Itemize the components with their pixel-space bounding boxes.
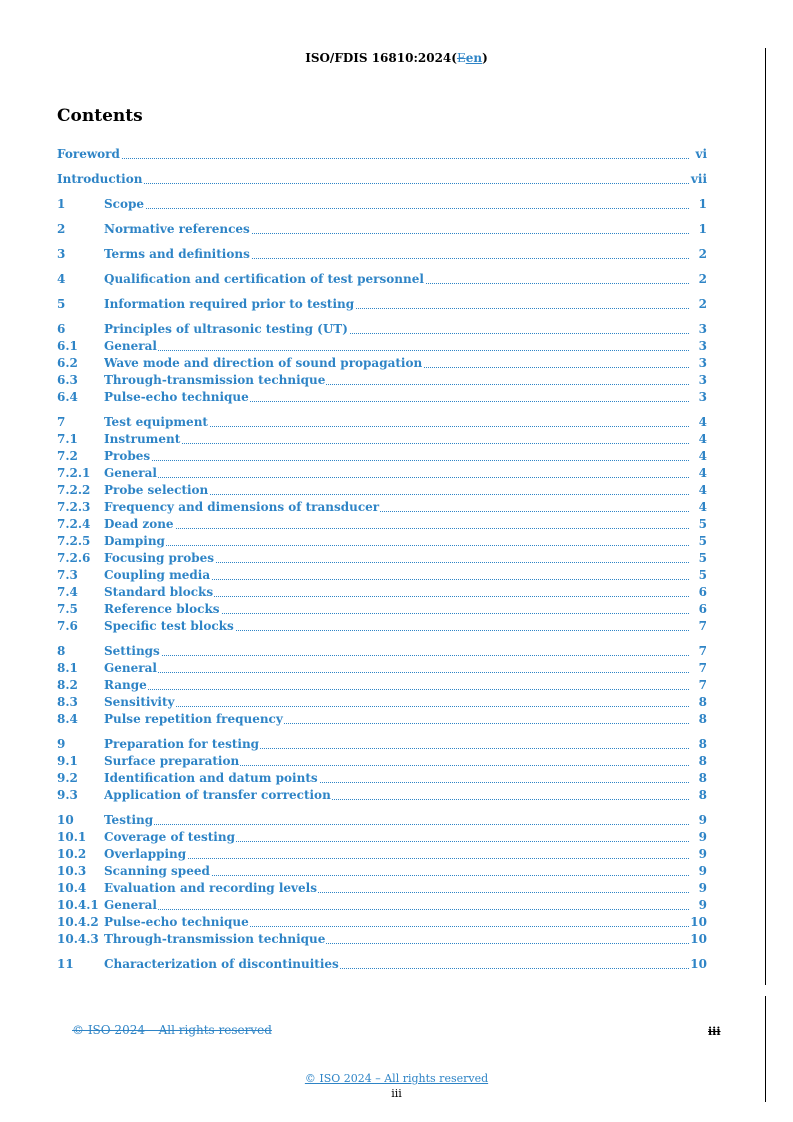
- dot-leader: [104, 689, 689, 690]
- toc-entry-title: Normative references: [104, 222, 250, 236]
- toc-entry[interactable]: [57, 880, 707, 897]
- toc-entry-page: 4: [698, 500, 707, 514]
- toc-entry-label: [104, 601, 689, 618]
- toc-entry-page: 9: [698, 881, 707, 895]
- toc-entry-number: 7.6: [57, 619, 78, 633]
- toc-entry[interactable]: [57, 931, 707, 948]
- toc-entry-page: 7: [698, 661, 707, 675]
- dot-leader: [57, 158, 689, 159]
- toc-entry-number: 10.4: [57, 881, 87, 895]
- toc-entry-number: 10.4.3: [57, 932, 99, 946]
- toc-entry-title: Terms and definitions: [104, 247, 250, 261]
- toc-entry-title: Scope: [104, 197, 145, 211]
- toc-entry-number: 8: [57, 644, 66, 658]
- toc-entry-title: Focusing probes: [104, 551, 215, 565]
- toc-entry-title: Introduction: [57, 172, 143, 186]
- toc-entry[interactable]: [57, 246, 707, 263]
- dot-leader: [104, 909, 689, 910]
- dot-leader: [104, 655, 689, 656]
- toc-entry-label: [57, 171, 689, 188]
- toc-entry-label: [104, 846, 689, 863]
- dot-leader: [104, 208, 689, 209]
- toc-entry-label: [104, 431, 689, 448]
- toc-entry[interactable]: [57, 770, 707, 787]
- toc-entry-label: [104, 643, 689, 660]
- dot-leader: [104, 350, 689, 351]
- toc-entry[interactable]: [57, 897, 707, 914]
- toc-entry-label: [104, 753, 689, 770]
- toc-entry-number: 8.1: [57, 661, 78, 675]
- toc-entry-title: Pulse-echo technique: [104, 390, 249, 404]
- toc-entry[interactable]: [57, 914, 707, 931]
- toc-entry-page: 9: [698, 830, 707, 844]
- dot-leader: [104, 443, 689, 444]
- document-header: [0, 51, 793, 65]
- toc-entry-title: Information required prior to testing: [104, 297, 355, 311]
- toc-entry[interactable]: [57, 643, 707, 660]
- toc-entry-title: Sensitivity: [104, 695, 175, 709]
- toc-entry[interactable]: [57, 863, 707, 880]
- toc-entry-label: [104, 465, 689, 482]
- toc-entry-title: Pulse-echo technique: [104, 915, 249, 929]
- toc-entry-page: 3: [698, 339, 707, 353]
- header-prefix: ISO/FDIS 16810:2024(: [305, 51, 457, 65]
- toc-entry-title: Preparation for testing: [104, 737, 260, 751]
- toc-entry-label: [104, 321, 689, 338]
- toc-entry-number: 4: [57, 272, 66, 286]
- toc-entry-page: 3: [698, 356, 707, 370]
- toc-entry-title: Characterization of discontinuities: [104, 957, 339, 971]
- toc-entry[interactable]: [57, 414, 707, 431]
- toc-entry-number: 6.3: [57, 373, 78, 387]
- toc-entry-number: 5: [57, 297, 66, 311]
- toc-entry-title: Coupling media: [104, 568, 211, 582]
- toc-entry-page: 8: [698, 754, 707, 768]
- toc-entry[interactable]: [57, 753, 707, 770]
- toc-entry-label: [104, 931, 689, 948]
- footer-copyright: © ISO 2024 – All rights reserved: [304, 1072, 489, 1085]
- toc-entry-page: 10: [690, 957, 707, 971]
- toc-entry-page: 3: [698, 373, 707, 387]
- toc-entry-title: Identification and datum points: [104, 771, 318, 785]
- toc-entry[interactable]: [57, 736, 707, 753]
- toc-entry-page: 8: [698, 788, 707, 802]
- toc-entry-label: [104, 271, 689, 288]
- toc-entry-number: 9: [57, 737, 66, 751]
- toc-entry-label: [104, 914, 689, 931]
- toc-entry[interactable]: [57, 584, 707, 601]
- header-deleted-text: E: [456, 51, 466, 65]
- toc-entry-label: [104, 246, 689, 263]
- toc-entry[interactable]: [57, 694, 707, 711]
- toc-entry[interactable]: [57, 499, 707, 516]
- header-inserted-text: en: [465, 51, 483, 65]
- toc-entry-title: General: [104, 466, 157, 480]
- toc-entry[interactable]: [57, 389, 707, 406]
- toc-entry-number: 10.4.1: [57, 898, 99, 912]
- toc-entry-number: 11: [57, 957, 74, 971]
- toc-entry[interactable]: [57, 516, 707, 533]
- toc-entry[interactable]: [57, 338, 707, 355]
- toc-entry-title: Wave mode and direction of sound propagation: [104, 356, 423, 370]
- toc-entry-number: 6.1: [57, 339, 78, 353]
- toc-entry-title: Settings: [104, 644, 160, 658]
- toc-entry[interactable]: [57, 296, 707, 313]
- toc-entry-page: 7: [698, 678, 707, 692]
- toc-entry-label: [104, 711, 689, 728]
- toc-entry[interactable]: [57, 618, 707, 635]
- toc-entry-number: 10.3: [57, 864, 87, 878]
- toc-entry[interactable]: [57, 171, 707, 188]
- toc-entry-label: [104, 736, 689, 753]
- toc-entry-title: Through-transmission technique: [104, 373, 326, 387]
- toc-entry-number: 7.1: [57, 432, 78, 446]
- toc-entry-label: [104, 296, 689, 313]
- toc-entry-number: 3: [57, 247, 66, 261]
- toc-entry-title: Scanning speed: [104, 864, 210, 878]
- toc-entry-title: Pulse repetition frequency: [104, 712, 283, 726]
- toc-entry-number: 2: [57, 222, 66, 236]
- header-suffix: ): [482, 51, 488, 65]
- toc-entry-title: Through-transmission technique: [104, 932, 326, 946]
- toc-entry-page: 9: [698, 847, 707, 861]
- toc-entry-label: [104, 196, 689, 213]
- toc-entry[interactable]: [57, 829, 707, 846]
- toc-entry[interactable]: [57, 372, 707, 389]
- toc-entry-title: Principles of ultrasonic testing (UT): [104, 322, 348, 336]
- toc-entry-page: 5: [698, 517, 707, 531]
- toc-entry-title: General: [104, 898, 157, 912]
- toc-entry[interactable]: [57, 567, 707, 584]
- toc-entry-number: 1: [57, 197, 66, 211]
- toc-entry-number: 10.4.2: [57, 915, 99, 929]
- toc-entry-page: 2: [698, 272, 707, 286]
- toc-entry-title: Specific test blocks: [104, 619, 234, 633]
- toc-entry-title: Qualification and certification of test personnel: [104, 272, 424, 286]
- dot-leader: [104, 528, 689, 529]
- toc-entry-title: Instrument: [104, 432, 181, 446]
- toc-entry-label: [104, 584, 689, 601]
- toc-entry-label: [57, 146, 689, 163]
- footer-page-number: iii: [391, 1087, 402, 1100]
- toc-entry-page: 10: [690, 932, 707, 946]
- toc-entry-label: [104, 338, 689, 355]
- toc-entry[interactable]: [57, 956, 707, 973]
- toc-entry-title: Range: [104, 678, 147, 692]
- toc-entry-page: vi: [695, 147, 707, 161]
- toc-entry[interactable]: [57, 711, 707, 728]
- toc-entry[interactable]: [57, 321, 707, 338]
- toc-entry-label: [104, 567, 689, 584]
- toc-entry-number: 7: [57, 415, 66, 429]
- toc-entry-number: 9.2: [57, 771, 78, 785]
- dot-leader: [57, 183, 689, 184]
- toc-entry-label: [104, 533, 689, 550]
- toc-entry-number: 7.2.6: [57, 551, 91, 565]
- toc-entry-number: 7.5: [57, 602, 78, 616]
- toc-entry-label: [104, 482, 689, 499]
- toc-entry-number: 10: [57, 813, 74, 827]
- toc-entry-label: [104, 956, 689, 973]
- toc-entry-page: 2: [698, 297, 707, 311]
- toc-entry-number: 7.2.2: [57, 483, 91, 497]
- toc-entry-label: [104, 448, 689, 465]
- toc-entry-label: [104, 677, 689, 694]
- toc-entry-number: 6: [57, 322, 66, 336]
- toc-entry[interactable]: [57, 550, 707, 567]
- toc-entry-page: 8: [698, 737, 707, 751]
- toc-entry-page: 6: [698, 585, 707, 599]
- toc-entry-number: 6.2: [57, 356, 78, 370]
- toc-entry-number: 9.1: [57, 754, 78, 768]
- toc-entry-title: General: [104, 661, 157, 675]
- toc-entry-label: [104, 787, 689, 804]
- toc-entry-page: 6: [698, 602, 707, 616]
- toc-entry[interactable]: [57, 355, 707, 372]
- toc-entry[interactable]: [57, 601, 707, 618]
- toc-entry-label: [104, 516, 689, 533]
- toc-entry-number: 7.2.4: [57, 517, 91, 531]
- footer-page-number-deleted: iii: [708, 1025, 721, 1038]
- toc-entry[interactable]: [57, 465, 707, 482]
- toc-entry-page: vii: [690, 172, 707, 186]
- toc-entry-page: 7: [698, 644, 707, 658]
- toc-entry-page: 5: [698, 534, 707, 548]
- toc-entry-number: 9.3: [57, 788, 78, 802]
- toc-entry-number: 10.1: [57, 830, 87, 844]
- toc-entry-title: Foreword: [57, 147, 120, 161]
- toc-entry-page: 3: [698, 322, 707, 336]
- toc-entry[interactable]: [57, 660, 707, 677]
- dot-leader: [104, 460, 689, 461]
- toc-entry-label: [104, 499, 689, 516]
- toc-entry-label: [104, 355, 689, 372]
- toc-entry-number: 7.2: [57, 449, 78, 463]
- toc-entry-label: [104, 880, 689, 897]
- toc-entry-page: 5: [698, 551, 707, 565]
- dot-leader: [104, 858, 689, 859]
- toc-entry-page: 5: [698, 568, 707, 582]
- dot-leader: [104, 477, 689, 478]
- toc-entry[interactable]: [57, 431, 707, 448]
- toc-entry-title: Testing: [104, 813, 154, 827]
- toc-entry-page: 7: [698, 619, 707, 633]
- toc-entry-page: 1: [698, 197, 707, 211]
- toc-entry-label: [104, 829, 689, 846]
- toc-entry-title: Probes: [104, 449, 151, 463]
- toc-entry-title: Surface preparation: [104, 754, 240, 768]
- table-of-contents: [57, 146, 707, 973]
- dot-leader: [104, 545, 689, 546]
- toc-entry-title: Frequency and dimensions of transducer: [104, 500, 380, 514]
- toc-entry-page: 4: [698, 415, 707, 429]
- toc-entry-number: 8.2: [57, 678, 78, 692]
- change-bar-upper: [765, 48, 766, 985]
- toc-entry-label: [104, 863, 689, 880]
- dot-leader: [104, 706, 689, 707]
- toc-entry[interactable]: [57, 482, 707, 499]
- toc-entry-page: 9: [698, 813, 707, 827]
- toc-entry-number: 7.2.5: [57, 534, 91, 548]
- toc-entry[interactable]: [57, 677, 707, 694]
- toc-entry[interactable]: [57, 196, 707, 213]
- toc-entry-page: 4: [698, 466, 707, 480]
- toc-entry-page: 1: [698, 222, 707, 236]
- toc-entry-label: [104, 770, 689, 787]
- toc-entry-label: [104, 694, 689, 711]
- toc-entry-title: Reference blocks: [104, 602, 220, 616]
- toc-entry-title: Dead zone: [104, 517, 174, 531]
- toc-entry[interactable]: [57, 846, 707, 863]
- footer-copyright-deleted: © ISO 2024 – All rights reserved: [72, 1023, 272, 1037]
- toc-entry-label: [104, 389, 689, 406]
- toc-entry[interactable]: [57, 787, 707, 804]
- page-title: Contents: [57, 106, 143, 126]
- toc-entry[interactable]: [57, 146, 707, 163]
- toc-entry-page: 2: [698, 247, 707, 261]
- toc-entry-label: [104, 618, 689, 635]
- toc-entry-label: [104, 660, 689, 677]
- toc-entry-title: Overlapping: [104, 847, 187, 861]
- toc-entry-number: 7.2.1: [57, 466, 91, 480]
- dot-leader: [104, 824, 689, 825]
- toc-entry-label: [104, 221, 689, 238]
- toc-entry-number: 8.3: [57, 695, 78, 709]
- toc-entry-label: [104, 550, 689, 567]
- toc-entry-page: 3: [698, 390, 707, 404]
- toc-entry-number: 6.4: [57, 390, 78, 404]
- toc-entry[interactable]: [57, 533, 707, 550]
- toc-entry-label: [104, 414, 689, 431]
- toc-entry-title: General: [104, 339, 157, 353]
- toc-entry-page: 8: [698, 771, 707, 785]
- toc-entry-label: [104, 897, 689, 914]
- toc-entry-page: 4: [698, 432, 707, 446]
- toc-entry-title: Coverage of testing: [104, 830, 235, 844]
- toc-entry-page: 4: [698, 483, 707, 497]
- toc-entry-title: Application of transfer correction: [104, 788, 331, 802]
- toc-entry-number: 7.3: [57, 568, 78, 582]
- toc-entry-number: 7.4: [57, 585, 78, 599]
- toc-entry-page: 8: [698, 712, 707, 726]
- toc-entry-title: Test equipment: [104, 415, 208, 429]
- toc-entry-page: 4: [698, 449, 707, 463]
- toc-entry-title: Damping: [104, 534, 165, 548]
- toc-entry-number: 10.2: [57, 847, 87, 861]
- toc-entry-title: Evaluation and recording levels: [104, 881, 317, 895]
- dot-leader: [104, 672, 689, 673]
- toc-entry-page: 9: [698, 898, 707, 912]
- toc-entry[interactable]: [57, 271, 707, 288]
- toc-entry[interactable]: [57, 221, 707, 238]
- toc-entry[interactable]: [57, 812, 707, 829]
- toc-entry-page: 9: [698, 864, 707, 878]
- toc-entry-number: 7.2.3: [57, 500, 91, 514]
- toc-entry-label: [104, 372, 689, 389]
- toc-entry-page: 10: [690, 915, 707, 929]
- toc-entry-page: 8: [698, 695, 707, 709]
- toc-entry-label: [104, 812, 689, 829]
- toc-entry[interactable]: [57, 448, 707, 465]
- toc-entry-title: Standard blocks: [104, 585, 214, 599]
- toc-entry-title: Probe selection: [104, 483, 209, 497]
- toc-entry-number: 8.4: [57, 712, 78, 726]
